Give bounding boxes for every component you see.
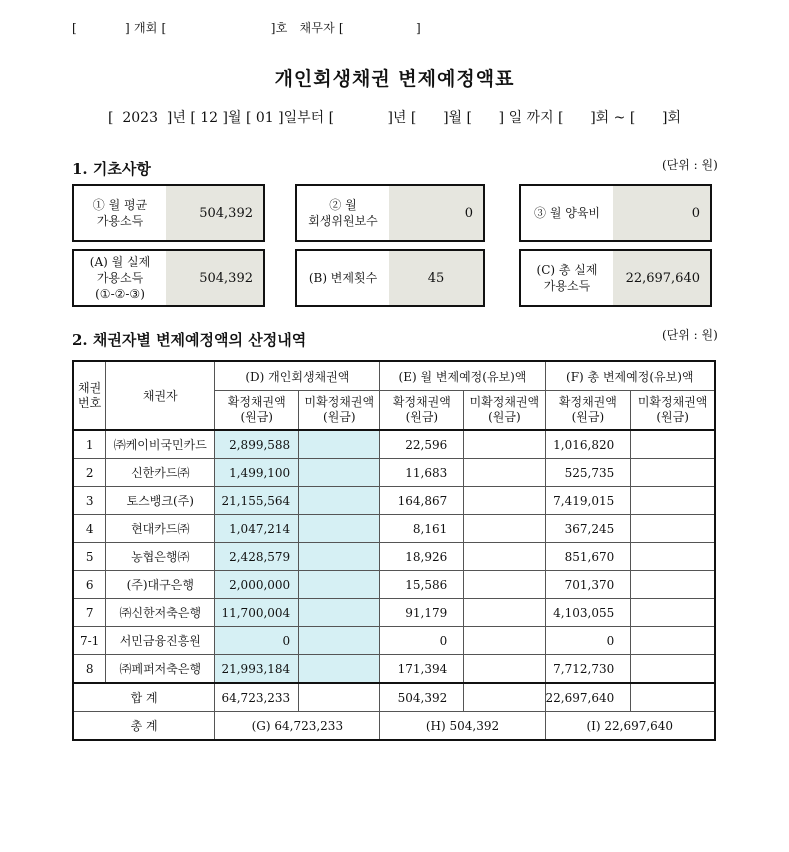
row-total-payment: 367,245 <box>545 515 631 543</box>
row-creditor: ㈜케이비국민카드 <box>106 430 215 459</box>
row-total-unconfirmed <box>631 543 715 571</box>
row-total-unconfirmed <box>631 430 715 459</box>
row-confirmed-claim: 21,155,564 <box>215 487 299 515</box>
subtotal-d: 64,723,233 <box>215 683 299 712</box>
table-row <box>73 459 715 487</box>
subtotal-label: 합 계 <box>73 683 215 712</box>
row-confirmed-claim: 11,700,004 <box>215 599 299 627</box>
row-number: 6 <box>73 571 106 599</box>
row-unconfirmed-claim <box>299 487 380 515</box>
box-label: ① 월 평균 가용소득 <box>92 198 148 228</box>
row-number: 7-1 <box>73 627 106 655</box>
box-value: 0 <box>389 186 483 240</box>
box-value: 45 <box>389 251 483 305</box>
col-header-e: (E) 월 변제예정(유보)액 <box>380 361 545 391</box>
row-total-payment: 7,419,015 <box>545 487 631 515</box>
row-monthly-payment: 18,926 <box>380 543 464 571</box>
box-value: 504,392 <box>166 251 263 305</box>
repayment-table <box>72 360 716 741</box>
row-total-unconfirmed <box>631 459 715 487</box>
actual-income-box <box>72 249 265 307</box>
row-number: 8 <box>73 655 106 684</box>
subtotal-e: 504,392 <box>380 683 464 712</box>
row-creditor: (주)대구은행 <box>106 571 215 599</box>
row-monthly-unconfirmed <box>464 459 545 487</box>
row-total-payment: 0 <box>545 627 631 655</box>
row-total-payment: 701,370 <box>545 571 631 599</box>
page-title: 개인회생채권 변제예정액표 <box>274 68 515 90</box>
row-confirmed-claim: 2,899,588 <box>215 430 299 459</box>
row-total-payment: 7,712,730 <box>545 655 631 684</box>
table-row <box>73 515 715 543</box>
row-unconfirmed-claim <box>299 627 380 655</box>
row-total-unconfirmed <box>631 627 715 655</box>
row-total-payment: 851,670 <box>545 543 631 571</box>
section2-heading: 2. 채권자별 변제예정액의 산정내역 <box>72 331 307 349</box>
row-monthly-payment: 171,394 <box>380 655 464 684</box>
row-creditor: ㈜신한저축은행 <box>106 599 215 627</box>
row-total-unconfirmed <box>631 599 715 627</box>
table-row <box>73 627 715 655</box>
row-total-unconfirmed <box>631 655 715 684</box>
row-monthly-payment: 0 <box>380 627 464 655</box>
row-monthly-payment: 15,586 <box>380 571 464 599</box>
row-monthly-unconfirmed <box>464 515 545 543</box>
subtotal-d-unconfirmed <box>299 683 380 712</box>
row-number: 7 <box>73 599 106 627</box>
col-header-d: (D) 개인회생채권액 <box>215 361 380 391</box>
section1-heading: 1. 기초사항 <box>72 160 151 178</box>
row-monthly-unconfirmed <box>464 430 545 459</box>
total-label: 총 계 <box>73 712 215 741</box>
row-confirmed-claim: 1,499,100 <box>215 459 299 487</box>
row-monthly-payment: 22,596 <box>380 430 464 459</box>
row-monthly-unconfirmed <box>464 487 545 515</box>
trustee-fee-box <box>295 184 485 242</box>
row-total-unconfirmed <box>631 515 715 543</box>
subtotal-f: 22,697,640 <box>545 683 631 712</box>
row-monthly-unconfirmed <box>464 599 545 627</box>
subtotal-f-unconfirmed <box>631 683 715 712</box>
table-row <box>73 543 715 571</box>
monthly-avg-income-box <box>72 184 265 242</box>
row-total-payment: 1,016,820 <box>545 430 631 459</box>
row-number: 4 <box>73 515 106 543</box>
row-creditor: 현대카드㈜ <box>106 515 215 543</box>
child-support-box <box>519 184 712 242</box>
total-income-box <box>519 249 712 307</box>
row-monthly-unconfirmed <box>464 543 545 571</box>
table-row <box>73 430 715 459</box>
row-unconfirmed-claim <box>299 599 380 627</box>
subtotal-e-unconfirmed <box>464 683 545 712</box>
row-monthly-unconfirmed <box>464 571 545 599</box>
row-monthly-unconfirmed <box>464 627 545 655</box>
row-confirmed-claim: 0 <box>215 627 299 655</box>
row-monthly-payment: 164,867 <box>380 487 464 515</box>
row-monthly-payment: 91,179 <box>380 599 464 627</box>
row-unconfirmed-claim <box>299 655 380 684</box>
subheader-confirmed: 확정채권액 (원금) <box>380 391 464 431</box>
subheader-confirmed: 확정채권액 (원금) <box>545 391 631 431</box>
box-label: (C) 총 실제 가용소득 <box>536 263 598 293</box>
box-value: 504,392 <box>166 186 263 240</box>
row-total-unconfirmed <box>631 487 715 515</box>
row-creditor: 신한카드㈜ <box>106 459 215 487</box>
col-header-f: (F) 총 변제예정(유보)액 <box>545 361 715 391</box>
payment-period: [ 2023 ]년 [ 12 ]월 [ 01 ]일부터 [ ]년 [ ]월 [ ] 일 까지 [ ]회 ~ [ ]회 <box>108 110 681 126</box>
row-number: 3 <box>73 487 106 515</box>
payment-count-box <box>295 249 485 307</box>
section2-unit: (단위 : 원) <box>662 328 718 342</box>
row-total-unconfirmed <box>631 571 715 599</box>
box-label: (B) 변제횟수 <box>308 271 378 285</box>
table-row <box>73 487 715 515</box>
row-creditor: 농협은행㈜ <box>106 543 215 571</box>
row-unconfirmed-claim <box>299 430 380 459</box>
box-label: (A) 월 실제 가용소득 (①-②-③) <box>89 255 151 301</box>
box-value: 0 <box>613 186 710 240</box>
row-confirmed-claim: 2,428,579 <box>215 543 299 571</box>
row-confirmed-claim: 2,000,000 <box>215 571 299 599</box>
row-creditor: ㈜페퍼저축은행 <box>106 655 215 684</box>
row-total-payment: 525,735 <box>545 459 631 487</box>
box-label: ② 월 회생위원보수 <box>308 198 378 228</box>
total-h: (H) 504,392 <box>380 712 545 741</box>
case-number-line: [ ] 개회 [ ]호 채무자 [ ] <box>72 21 421 35</box>
row-confirmed-claim: 1,047,214 <box>215 515 299 543</box>
row-monthly-payment: 8,161 <box>380 515 464 543</box>
subheader-unconfirmed: 미확정채권액 (원금) <box>464 391 545 431</box>
subheader-confirmed: 확정채권액 (원금) <box>215 391 299 431</box>
row-unconfirmed-claim <box>299 571 380 599</box>
table-row <box>73 599 715 627</box>
row-monthly-unconfirmed <box>464 655 545 684</box>
row-total-payment: 4,103,055 <box>545 599 631 627</box>
box-label: ③ 월 양육비 <box>534 206 600 220</box>
table-row <box>73 571 715 599</box>
row-unconfirmed-claim <box>299 543 380 571</box>
row-number: 2 <box>73 459 106 487</box>
row-unconfirmed-claim <box>299 459 380 487</box>
total-g: (G) 64,723,233 <box>215 712 380 741</box>
table-row <box>73 655 715 684</box>
section1-unit: (단위 : 원) <box>662 158 718 172</box>
box-value: 22,697,640 <box>613 251 710 305</box>
col-header-creditor: 채권자 <box>106 361 215 430</box>
row-monthly-payment: 11,683 <box>380 459 464 487</box>
row-creditor: 토스뱅크(주) <box>106 487 215 515</box>
row-number: 5 <box>73 543 106 571</box>
total-i: (I) 22,697,640 <box>545 712 715 741</box>
subheader-unconfirmed: 미확정채권액 (원금) <box>299 391 380 431</box>
row-number: 1 <box>73 430 106 459</box>
subheader-unconfirmed: 미확정채권액 (원금) <box>631 391 715 431</box>
row-unconfirmed-claim <box>299 515 380 543</box>
row-creditor: 서민금융진흥원 <box>106 627 215 655</box>
col-header-no: 채권 번호 <box>73 361 106 430</box>
row-confirmed-claim: 21,993,184 <box>215 655 299 684</box>
